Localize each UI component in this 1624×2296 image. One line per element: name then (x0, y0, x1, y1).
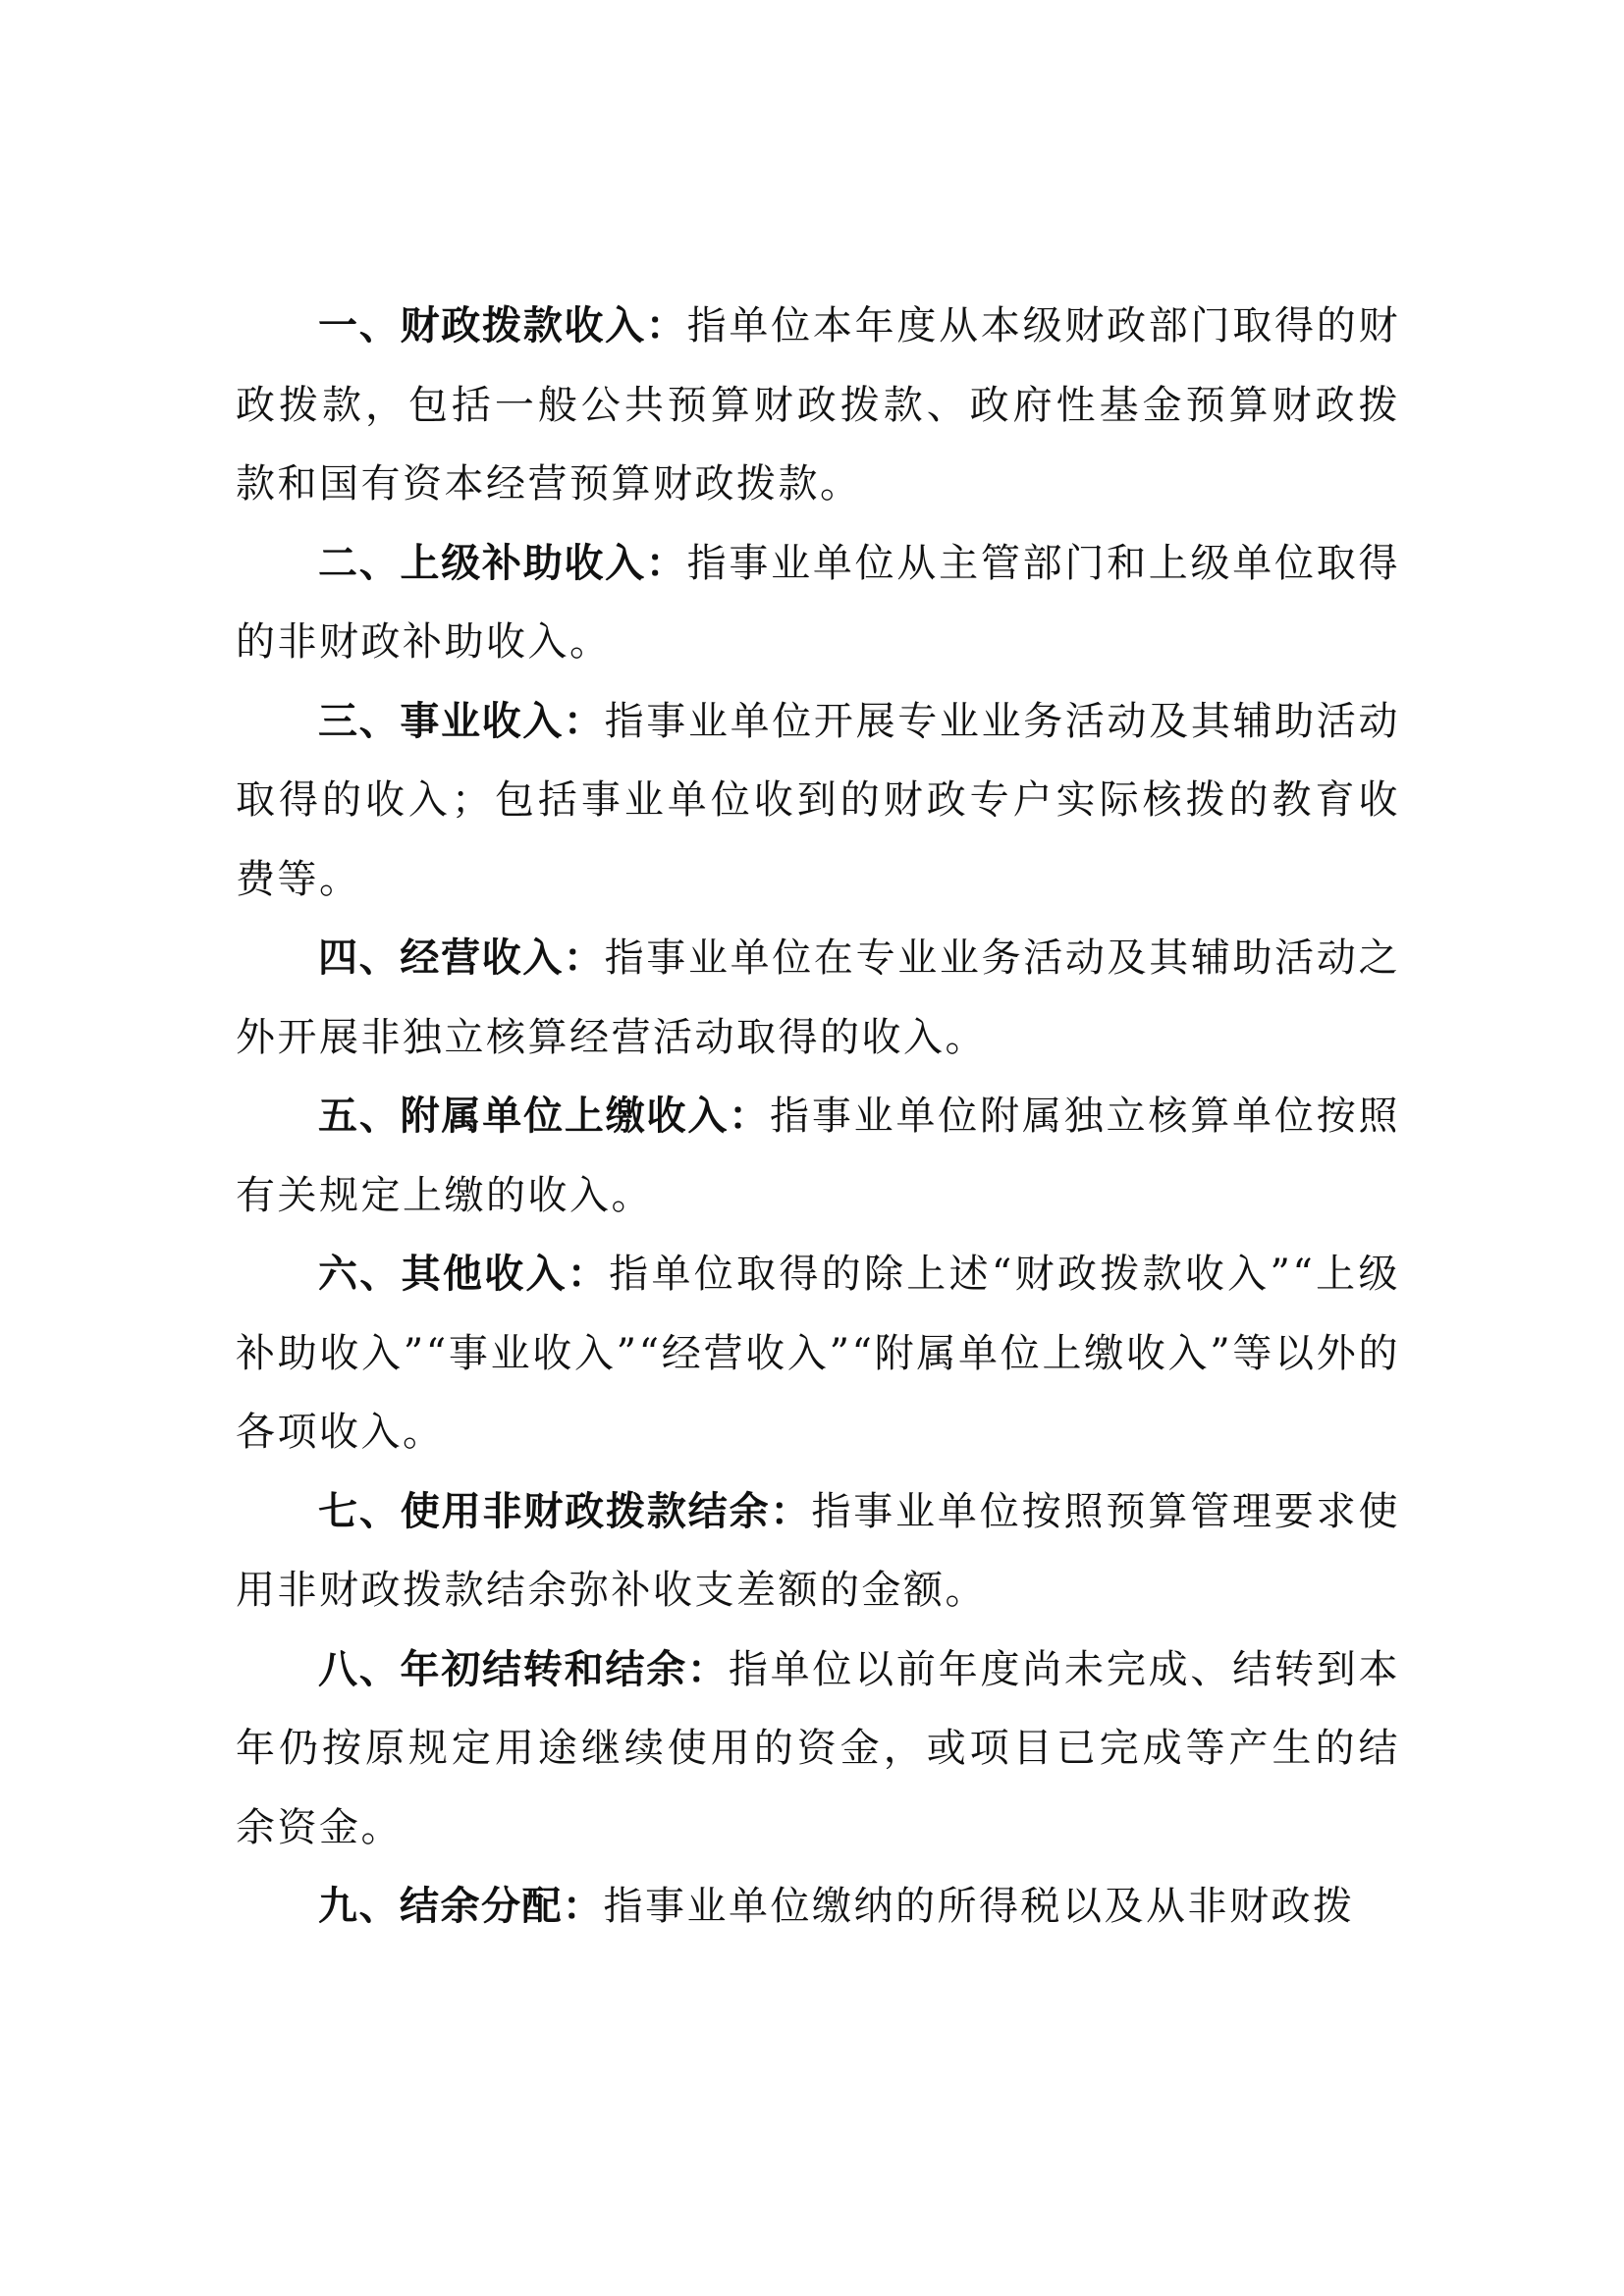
item-definition: 指事业单位在专业业务活动及其辅助活动之外开展非独立核算经营活动取得的收入。 (236, 935, 1401, 1060)
definition-item-7 (236, 1472, 1400, 1630)
item-definition: 指单位本年度从本级财政部门取得的财政拨款，包括一般公共预算财政拨款、政府性基金预算财政拨款和国有资本经营预算财政拨款。 (236, 303, 1401, 507)
item-term: 三、事业收入： (318, 698, 605, 744)
item-definition: 指事业单位附属独立核算单位按照有关规定上缴的收入。 (236, 1094, 1401, 1218)
definition-item-5 (236, 1077, 1400, 1235)
definition-item-8 (236, 1630, 1400, 1868)
item-term: 四、经营收入： (318, 935, 605, 981)
definition-item-1 (236, 287, 1400, 524)
definition-item-4 (236, 919, 1400, 1077)
item-term: 二、上级补助收入： (318, 540, 687, 586)
item-term: 九、结余分配： (318, 1884, 604, 1929)
definition-item-6 (236, 1235, 1400, 1472)
definition-item-9 (236, 1867, 1400, 1947)
definition-item-3 (236, 682, 1400, 920)
item-definition: 指事业单位按照预算管理要求使用非财政拨款结余弥补收支差额的金额。 (236, 1488, 1401, 1613)
definition-item-2 (236, 524, 1400, 682)
item-definition: 指单位以前年度尚未完成、结转到本年仍按原规定用途继续使用的资金，或项目已完成等产生的结余资金。 (236, 1646, 1401, 1850)
item-definition: 指单位取得的除上述“财政拨款收入”“上级补助收入”“事业收入”“经营收入”“附属单位上缴收入”等以外的各项收入。 (236, 1252, 1400, 1455)
item-term: 五、附属单位上缴收入： (318, 1094, 771, 1139)
document-body (236, 287, 1400, 1947)
item-definition: 指事业单位缴纳的所得税以及从非财政拨 (603, 1884, 1355, 1929)
item-term: 七、使用非财政拨款结余： (318, 1488, 812, 1534)
item-term: 一、财政拨款收入： (318, 303, 687, 348)
item-definition: 指事业单位从主管部门和上级单位取得的非财政补助收入。 (236, 540, 1401, 665)
item-definition: 指事业单位开展专业业务活动及其辅助活动取得的收入；包括事业单位收到的财政专户实际核拨的教育收费等。 (236, 698, 1401, 902)
item-term: 八、年初结转和结余： (318, 1646, 729, 1692)
item-term: 六、其他收入： (318, 1252, 610, 1297)
